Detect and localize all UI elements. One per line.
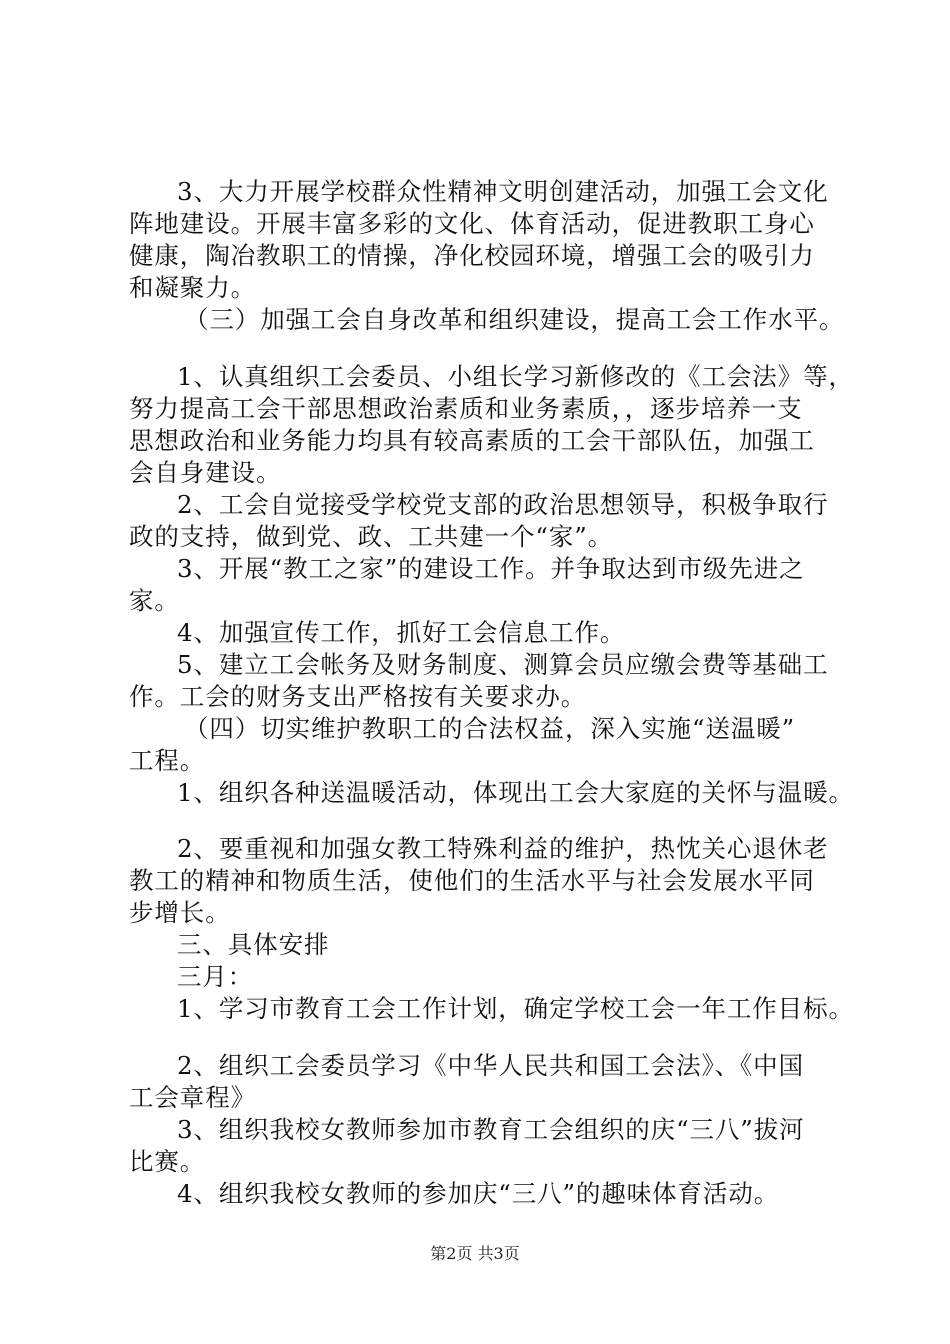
text-line: 健康，陶冶教职工的情操，净化校园环境，增强工会的吸引力 [129, 241, 815, 270]
text-line: 教工的精神和物质生活，使他们的生活水平与社会发展水平同 [129, 866, 815, 895]
text-line: 步增长。 [129, 898, 231, 927]
text-line: 作。工会的财务支出严格按有关要求办。 [129, 682, 587, 711]
text-line: 工程。 [129, 746, 206, 775]
text-line: 1、认真组织工会委员、小组长学习新修改的《工会法》等， [177, 362, 854, 391]
text-line: 和凝聚力。 [129, 273, 256, 302]
text-line: 三月： [177, 962, 254, 991]
section-heading: （三）加强工会自身改革和组织建设，提高工会工作水平。 [184, 305, 845, 334]
text-line: 3、大力开展学校群众性精神文明创建活动，加强工会文化 [177, 177, 829, 206]
text-line: 1、学习市教育工会工作计划，确定学校工会一年工作目标。 [177, 994, 854, 1023]
text-line: 思想政治和业务能力均具有较高素质的工会干部队伍，加强工 [129, 426, 815, 455]
text-line: 比赛。 [129, 1147, 206, 1176]
text-line: 1、组织各种送温暖活动，体现出工会大家庭的关怀与温暖。 [177, 778, 854, 807]
text-line: 会自身建设。 [129, 458, 282, 487]
text-line: 5、建立工会帐务及财务制度、测算会员应缴会费等基础工 [177, 650, 829, 679]
text-line: 政的支持，做到党、政、工共建一个“家”。 [129, 522, 614, 551]
text-line: 工会章程》 [129, 1083, 256, 1112]
section-heading: （四）切实维护教职工的合法权益，深入实施“送温暖” [184, 714, 796, 743]
text-line: 4、加强宣传工作，抓好工会信息工作。 [177, 618, 626, 647]
section-heading: 三、具体安排 [177, 930, 330, 959]
text-line: 2、组织工会委员学习《中华人民共和国工会法》、《中国 [177, 1051, 804, 1080]
text-line: 阵地建设。开展丰富多彩的文化、体育活动，促进教职工身心 [129, 209, 815, 238]
text-line: 2、工会自觉接受学校党支部的政治思想领导，积极争取行 [177, 490, 829, 519]
text-line: 努力提高工会干部思想政治素质和业务素质，，逐步培养一支 [129, 394, 803, 423]
text-line: 3、组织我校女教师参加市教育工会组织的庆“三八”拔河 [177, 1115, 805, 1144]
text-line: 3、开展“教工之家”的建设工作。并争取达到市级先进之 [177, 554, 805, 583]
page-footer: 第2页 共3页 [430, 1244, 520, 1263]
text-line: 2、要重视和加强女教工特殊利益的维护，热忱关心退休老 [177, 834, 829, 863]
text-line: 4、组织我校女教师的参加庆“三八”的趣味体育活动。 [177, 1179, 780, 1208]
text-line: 家。 [129, 586, 180, 615]
